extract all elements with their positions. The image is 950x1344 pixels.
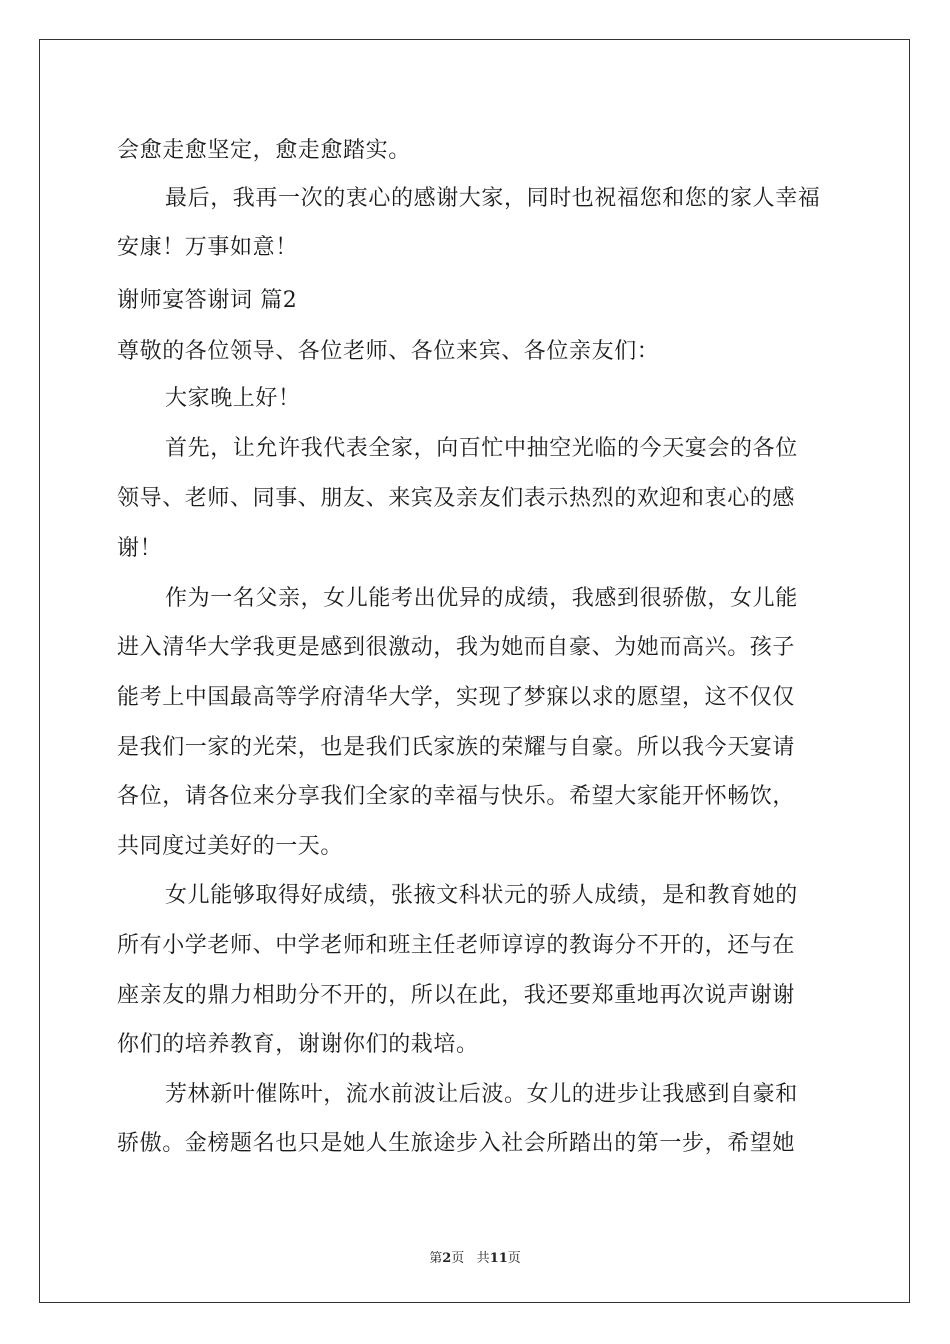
text-line: 首先，让允许我代表全家，向百忙中抽空光临的今天宴会的各位: [165, 436, 798, 461]
text-line: 能考上中国最高等学府清华大学，实现了梦寐以求的愿望，这不仅仅: [117, 685, 796, 710]
page-border: [39, 39, 910, 1303]
text-line: 最后，我再一次的衷心的感谢大家，同时也祝福您和您的家人幸福: [165, 186, 821, 211]
total-prefix: 共: [476, 1251, 490, 1266]
page-number: 2: [442, 1251, 452, 1266]
total-suffix: 页: [507, 1251, 521, 1266]
text-line: 共同度过美好的一天。: [117, 834, 344, 859]
text-line: 会愈走愈坚定，愈走愈踏实。: [117, 138, 411, 163]
text-line: 作为一名父亲，女儿能考出优异的成绩，我感到很骄傲，女儿能: [165, 586, 798, 611]
page-suffix: 页: [451, 1251, 465, 1266]
text-line: 你们的培养教育，谢谢你们的栽培。: [117, 1032, 479, 1057]
text-line: 是我们一家的光荣，也是我们氏家族的荣耀与自豪。所以我今天宴请: [117, 735, 796, 760]
salutation: 尊敬的各位领导、各位老师、各位来宾、各位亲友们：: [117, 339, 660, 364]
section-heading: 谢师宴答谢词 篇2: [117, 288, 298, 313]
text-line: 领导、老师、同事、朋友、来宾及亲友们表示热烈的欢迎和衷心的感: [117, 486, 796, 511]
text-line: 进入清华大学我更是感到很激动，我为她而自豪、为她而高兴。孩子: [117, 635, 796, 660]
text-line: 芳林新叶催陈叶，流水前波让后波。女儿的进步让我感到自豪和: [165, 1082, 798, 1107]
page-footer: [0, 1247, 950, 1266]
greeting: 大家晚上好！: [165, 386, 301, 411]
text-line: 女儿能够取得好成绩，张掖文科状元的骄人成绩，是和教育她的: [165, 883, 798, 908]
text-line: 安康！万事如意！: [117, 235, 298, 260]
page-prefix: 第: [429, 1251, 443, 1266]
text-line: 所有小学老师、中学老师和班主任老师谆谆的教诲分不开的，还与在: [117, 933, 796, 958]
total-pages: 11: [489, 1251, 508, 1266]
text-line: 各位，请各位来分享我们全家的幸福与快乐。希望大家能开怀畅饮，: [117, 784, 796, 809]
text-line: 座亲友的鼎力相助分不开的，所以在此，我还要郑重地再次说声谢谢: [117, 983, 796, 1008]
text-line: 骄傲。金榜题名也只是她人生旅途步入社会所踏出的第一步，希望她: [117, 1131, 796, 1156]
text-line: 谢！: [117, 536, 163, 561]
